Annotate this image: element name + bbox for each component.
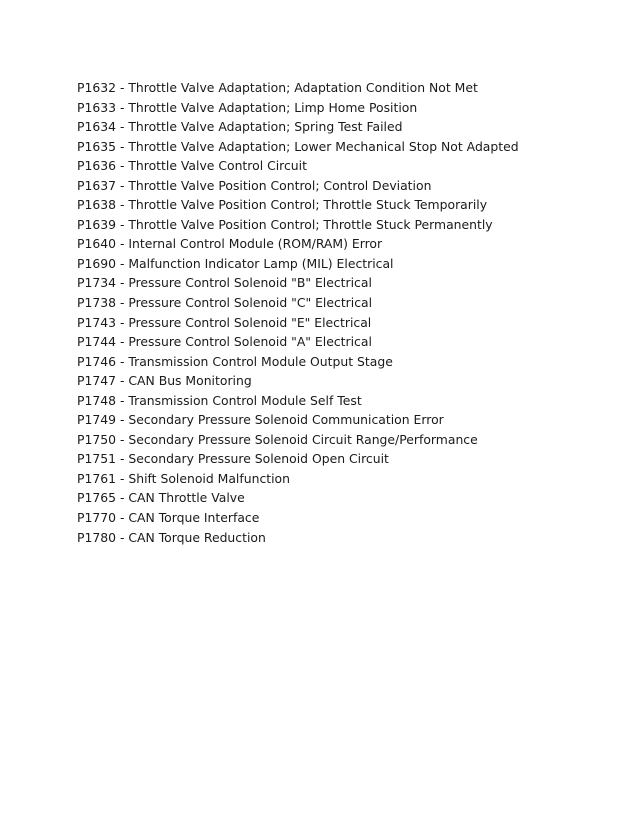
dtc-line-p1690: P1690 - Malfunction Indicator Lamp (MIL) Electrical [77,255,394,271]
dtc-line-p1636: P1636 - Throttle Valve Control Circuit [77,158,307,174]
dtc-code-list [77,78,519,547]
dtc-line-p1632: P1632 - Throttle Valve Adaptation; Adaptation Condition Not Met [77,80,478,95]
dtc-line-p1770: P1770 - CAN Torque Interface [77,510,260,526]
dtc-line-p1640: P1640 - Internal Control Module (ROM/RAM) Error [77,236,383,252]
dtc-line-p1638: P1638 - Throttle Valve Position Control; Throttle Stuck Temporarily [77,197,488,213]
dtc-line-p1639: P1639 - Throttle Valve Position Control; Throttle Stuck Permanently [77,216,493,232]
dtc-line-p1633: P1633 - Throttle Valve Adaptation; Limp Home Position [77,99,418,115]
dtc-line-p1734: P1734 - Pressure Control Solenoid "B" Electrical [77,275,372,291]
dtc-line-p1743: P1743 - Pressure Control Solenoid "E" Electrical [77,314,372,330]
dtc-line-p1744: P1744 - Pressure Control Solenoid "A" Electrical [77,334,372,350]
dtc-line-p1747: P1747 - CAN Bus Monitoring [77,373,252,389]
dtc-line-p1738: P1738 - Pressure Control Solenoid "C" Electrical [77,295,373,311]
dtc-line-p1750: P1750 - Secondary Pressure Solenoid Circuit Range/Performance [77,431,478,447]
dtc-line-p1746: P1746 - Transmission Control Module Output Stage [77,353,393,369]
dtc-line-p1751: P1751 - Secondary Pressure Solenoid Open Circuit [77,451,389,467]
dtc-line-p1635: P1635 - Throttle Valve Adaptation; Lower Mechanical Stop Not Adapted [77,138,519,154]
dtc-line-p1748: P1748 - Transmission Control Module Self Test [77,392,362,408]
dtc-line-p1780: P1780 - CAN Torque Reduction [77,529,266,545]
dtc-line-p1637: P1637 - Throttle Valve Position Control; Control Deviation [77,177,432,193]
dtc-line-p1765: P1765 - CAN Throttle Valve [77,490,245,506]
dtc-line-p1634: P1634 - Throttle Valve Adaptation; Spring Test Failed [77,119,403,135]
dtc-line-p1749: P1749 - Secondary Pressure Solenoid Communication Error [77,412,444,428]
dtc-line-p1761: P1761 - Shift Solenoid Malfunction [77,470,290,486]
